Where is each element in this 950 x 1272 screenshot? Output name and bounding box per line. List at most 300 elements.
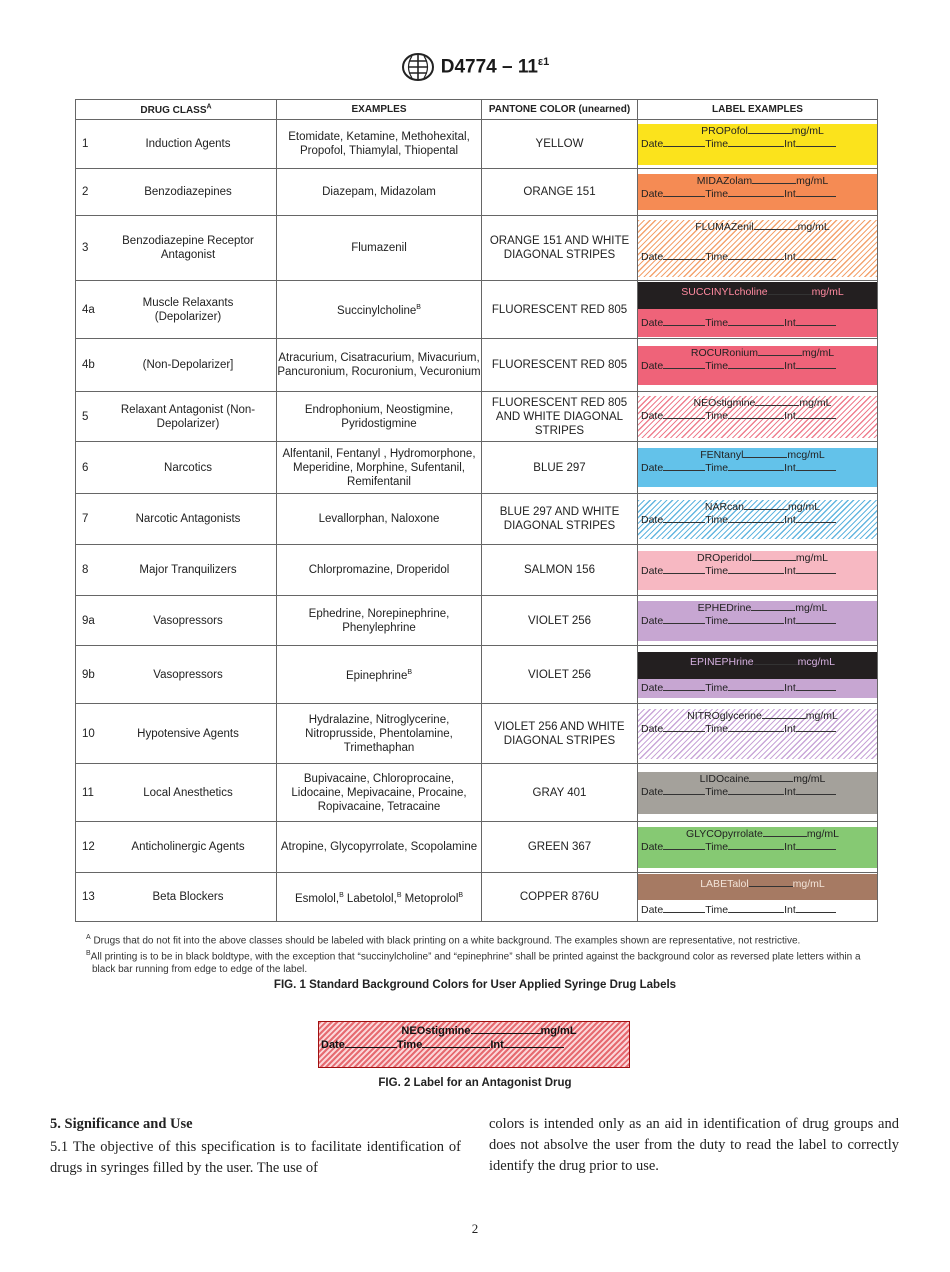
pantone-color-cell: FLUORESCENT RED 805	[482, 339, 638, 392]
section-text-right: colors is intended only as an aid in identification of drug groups and does not absolve the user from the duty to read the label to correctly identify the drug prior to use.	[489, 1116, 899, 1174]
label-drug-name: NARcan	[704, 500, 744, 513]
section-title: 5. Significance and Use	[50, 1116, 193, 1132]
blank-line	[728, 137, 784, 147]
document-header	[0, 52, 950, 82]
label-example-cell	[638, 339, 878, 392]
blank-line	[728, 409, 784, 419]
examples-cell: Atracurium, Cisatracurium, Mivacurium, Pancuronium, Rocuronium, Vecuronium	[277, 339, 482, 392]
label-drug-line	[638, 220, 877, 233]
blank-line	[728, 785, 784, 795]
row-number: 3	[82, 242, 89, 254]
label-drug-name: FLUMAZenil	[695, 220, 754, 233]
label-example-cell	[638, 764, 878, 822]
blank-line	[751, 601, 795, 611]
label-time: Time	[705, 564, 729, 577]
reversed-black-bar	[638, 874, 877, 900]
table-row	[76, 392, 878, 442]
table-row	[76, 596, 878, 646]
examples-cell: Esmolol,$^B$ Labetolol,$^B$ Metoprolol$^B$	[277, 873, 482, 922]
header-pantone: PANTONE COLOR (unearned)	[482, 100, 638, 120]
label-example-cell	[638, 442, 878, 494]
label-drug-line	[638, 396, 877, 409]
label-int: Int	[784, 409, 796, 422]
label-unit: mg/mL	[795, 601, 828, 614]
blank-line	[728, 614, 784, 624]
drug-class-name: Muscle Relaxants (Depolarizer)	[142, 296, 234, 323]
label-drug-line	[638, 772, 877, 785]
label-date-line	[638, 187, 877, 201]
label-example-cell	[638, 120, 878, 169]
label-unit: mg/mL	[788, 500, 821, 513]
examples-cell: Chlorpromazine, Droperidol	[277, 545, 482, 596]
syringe-label	[638, 124, 877, 165]
blank-line	[728, 722, 784, 732]
fig2-antagonist-label	[318, 1021, 630, 1068]
drug-class-cell	[76, 392, 277, 442]
label-date: Date	[641, 785, 664, 798]
row-number: 6	[82, 461, 89, 474]
label-drug-name: ROCURonium	[690, 346, 758, 359]
examples-cell: Endrophonium, Neostigmine, Pyridostigmine	[277, 392, 482, 442]
label-unit: mg/mL	[797, 220, 830, 233]
label-time: Time	[705, 462, 729, 474]
label-example-cell	[638, 822, 878, 873]
drug-class-name: Anticholinergic Agents	[131, 841, 245, 853]
blank-line	[728, 513, 784, 523]
examples-cell: Hydralazine, Nitroglycerine, Nitroprusside, Phentolamine, Trimethaphan	[277, 704, 482, 764]
blank-line	[663, 359, 705, 369]
blank-line	[752, 174, 796, 184]
blank-line	[796, 785, 836, 795]
pantone-color-cell: BLUE 297 AND WHITE DIAGONAL STRIPES	[482, 494, 638, 545]
label-unit: mcg/mL	[787, 449, 825, 461]
blank-line	[663, 840, 705, 850]
drug-class-cell	[76, 339, 277, 392]
label-example-cell	[638, 169, 878, 216]
drug-class-name: Hypotensive Agents	[137, 727, 239, 740]
row-number: 11	[82, 786, 94, 799]
row-number: 10	[82, 727, 95, 740]
blank-line	[728, 359, 784, 369]
label-example-cell	[638, 494, 878, 545]
blank-line	[663, 722, 705, 732]
blank-line	[796, 187, 836, 197]
label-example-cell	[638, 545, 878, 596]
blank-line	[663, 564, 705, 574]
label-date-line	[638, 840, 877, 854]
label-drug-name: LABETalol	[700, 877, 749, 890]
label-unit: mg/mL	[811, 286, 844, 298]
drug-class-cell	[76, 545, 277, 596]
syringe-label	[638, 174, 877, 210]
label-date-line	[638, 614, 877, 628]
pantone-color-cell: BLUE 297	[482, 442, 638, 494]
label-time: Time	[705, 250, 729, 263]
label-int: Int	[784, 137, 796, 150]
label-time: Time	[705, 614, 729, 627]
label-date-line	[638, 722, 877, 736]
syringe-label	[638, 448, 877, 487]
footnote-mark: B	[416, 304, 421, 312]
label-date-line	[638, 681, 836, 695]
label-unit: mg/mL	[806, 827, 839, 840]
reversed-black-bar	[638, 282, 877, 309]
drug-class-cell	[76, 442, 277, 494]
blank-line	[663, 903, 705, 913]
blank-line	[663, 681, 705, 691]
blank-line	[758, 346, 802, 356]
label-drug-name: SUCCINYLcholine	[681, 286, 768, 298]
label-time: Time	[705, 409, 729, 422]
row-number: 4a	[82, 303, 95, 316]
label-unit: mg/mL	[802, 346, 835, 359]
label-drug-name: MIDAZolam	[696, 175, 753, 187]
row-number: 9a	[82, 614, 95, 627]
blank-line	[663, 785, 705, 795]
label-int: Int	[784, 513, 796, 526]
blank-line	[663, 187, 705, 197]
row-number: 5	[82, 410, 89, 423]
label-example-cell	[638, 281, 878, 339]
blank-line	[796, 840, 836, 850]
blank-line	[754, 220, 798, 230]
section-text-left: 5.1 The objective of this specification is to facilitate identification of drugs in syringes filled by the user. The use of	[50, 1139, 461, 1176]
label-date: Date	[641, 137, 664, 150]
label-int: Int	[784, 682, 796, 694]
label-date: Date	[641, 250, 664, 263]
label-int: Int	[784, 462, 796, 474]
examples-cell: Succinylcholine$^B$	[277, 281, 482, 339]
row-number: 13	[82, 891, 95, 903]
label-time: Time	[705, 359, 729, 372]
blank-line	[663, 137, 705, 147]
fig1-caption: FIG. 1 Standard Background Colors for User Applied Syringe Drug Labels	[273, 979, 677, 991]
blank-line	[728, 903, 784, 913]
label-drug-name: FENtanyl	[700, 449, 744, 461]
label-int: Int	[784, 840, 796, 853]
table-row	[76, 822, 878, 873]
label-drug-name: PROPofol	[701, 124, 748, 137]
label-example-cell	[638, 873, 878, 922]
blank-line	[763, 827, 807, 837]
footnote-a: $^A$ Drugs that do not fit into the above classes should be labeled with black printing on a white background. The examples shown are representative, not restrictive.	[86, 934, 801, 947]
blank-line	[748, 124, 792, 134]
label-time: Time	[705, 785, 729, 798]
label-example-cell	[638, 704, 878, 764]
label-time: Time	[705, 513, 729, 526]
drug-class-cell	[76, 764, 277, 822]
label-date: Date	[641, 188, 664, 200]
examples-cell: Diazepam, Midazolam	[277, 169, 482, 216]
row-number: 1	[82, 138, 89, 150]
label-unit: mg/mL	[805, 709, 838, 722]
drug-class-name: Narcotics	[164, 461, 212, 474]
drug-class-cell	[76, 216, 277, 281]
label-time: Time	[705, 682, 729, 694]
label-drug-name: EPHEDrine	[697, 601, 752, 614]
header-drug-class: DRUG $CLASS^A$	[76, 100, 277, 120]
examples-cell: Flumazenil	[277, 216, 482, 281]
pantone-color-cell: FLUORESCENT RED 805 AND WHITE DIAGONAL STRIPES	[482, 392, 638, 442]
row-number: 7	[82, 513, 89, 525]
label-color-band	[638, 309, 877, 337]
label-time: Time	[705, 188, 729, 200]
blank-line	[796, 461, 836, 471]
header-label-examples: LABEL EXAMPLES	[638, 100, 878, 120]
row-number: 9b	[82, 668, 95, 681]
blank-line	[796, 903, 836, 913]
label-example-cell	[638, 646, 878, 704]
label-date-line	[638, 250, 877, 264]
row-number: 8	[82, 564, 89, 576]
fig2-drug-line: NEOstigmine mg/mL	[401, 1025, 577, 1037]
drug-class-name: Narcotic Antagonists	[135, 513, 241, 525]
label-unit: mcg/mL	[797, 655, 835, 668]
syringe-label	[638, 709, 877, 759]
label-drug-line	[638, 551, 877, 564]
label-date-line	[638, 359, 877, 373]
drug-class-name: (Non-Depolarizer]	[142, 359, 234, 371]
footnote-mark: B	[458, 891, 464, 899]
table-row	[76, 494, 878, 545]
blank-line	[749, 877, 793, 887]
syringe-label	[638, 601, 877, 641]
drug-class-name: Induction Agents	[145, 138, 231, 150]
pantone-color-cell: VIOLET 256 AND WHITE DIAGONAL STRIPES	[482, 704, 638, 764]
footnote-mark: B	[339, 891, 344, 899]
drug-class-cell	[76, 822, 277, 873]
label-time: Time	[705, 722, 729, 735]
blank-line	[796, 564, 836, 574]
drug-color-table	[75, 99, 878, 922]
label-time: Time	[705, 137, 729, 150]
drug-class-name: Vasopressors	[153, 614, 223, 627]
label-drug-line	[638, 874, 877, 890]
label-drug-line	[638, 827, 877, 840]
table-row	[76, 873, 878, 922]
label-int: Int	[784, 359, 796, 372]
blank-line	[728, 564, 784, 574]
blank-line	[796, 316, 836, 326]
table-row	[76, 545, 878, 596]
pantone-color-cell: ORANGE 151 AND WHITE DIAGONAL STRIPES	[482, 216, 638, 281]
label-color-band	[638, 900, 877, 921]
page-number: 2	[471, 1221, 479, 1236]
label-example-cell	[638, 392, 878, 442]
label-drug-line	[638, 346, 877, 359]
label-int: Int	[784, 904, 796, 916]
blank-line	[743, 448, 787, 458]
blank-line	[728, 681, 784, 691]
drug-class-cell	[76, 873, 277, 922]
label-unit: mg/mL	[796, 175, 829, 187]
blank-line	[728, 187, 784, 197]
blank-line	[754, 655, 798, 665]
label-date: Date	[641, 359, 664, 372]
blank-line	[663, 513, 705, 523]
label-int: Int	[784, 614, 796, 627]
label-drug-line	[638, 500, 877, 513]
blank-line	[796, 513, 836, 523]
pantone-color-cell: YELLOW	[482, 120, 638, 169]
label-time: Time	[705, 904, 729, 916]
standard-designation: $D4774 - 11^{\varepsilon 1}$	[440, 55, 550, 78]
label-example-cell	[638, 596, 878, 646]
label-drug-line	[638, 601, 877, 614]
drug-class-name: Local Anesthetics	[143, 786, 233, 799]
blank-line	[728, 840, 784, 850]
drug-class-cell	[76, 169, 277, 216]
pantone-color-cell: GREEN 367	[482, 822, 638, 873]
label-int: Int	[784, 250, 796, 263]
table-row	[76, 216, 878, 281]
label-drug-name: DROperidol	[697, 551, 752, 564]
table-row	[76, 442, 878, 494]
row-number: 4b	[82, 359, 95, 371]
drug-class-name: Relaxant Antagonist (Non-Depolarizer)	[120, 403, 256, 430]
label-example-cell	[638, 216, 878, 281]
table-row	[76, 646, 878, 704]
label-date: Date	[641, 564, 664, 577]
blank-line	[796, 250, 836, 260]
blank-line	[796, 681, 836, 691]
drug-class-cell	[76, 646, 277, 704]
label-drug-line	[638, 709, 877, 722]
syringe-label	[638, 500, 877, 539]
label-spacer	[638, 233, 877, 250]
drug-class-name: Benzodiazepines	[144, 186, 232, 198]
label-drug-name: NITROglycerine	[687, 709, 762, 722]
label-date: Date	[641, 614, 664, 627]
blank-line	[663, 250, 705, 260]
label-int: Int	[784, 785, 796, 798]
reversed-black-bar	[638, 652, 877, 679]
syringe-label	[638, 346, 877, 385]
label-time: Time	[705, 840, 729, 853]
blank-line	[749, 772, 793, 782]
label-drug-line	[638, 448, 877, 461]
label-drug-name: GLYCOpyrrolate	[686, 827, 763, 840]
table-row	[76, 704, 878, 764]
blank-line	[728, 316, 784, 326]
drug-class-cell	[76, 704, 277, 764]
syringe-label	[638, 551, 877, 590]
label-date-line	[638, 461, 877, 475]
blank-line	[752, 551, 796, 561]
blank-line	[663, 461, 705, 471]
blank-line	[762, 709, 806, 719]
drug-class-cell	[76, 281, 277, 339]
label-date-line	[638, 903, 836, 917]
drug-class-cell	[76, 596, 277, 646]
label-color-band	[638, 679, 877, 698]
label-drug-line	[638, 124, 877, 137]
label-date-line	[638, 564, 877, 578]
label-date: Date	[641, 317, 664, 329]
pantone-color-cell: SALMON 156	[482, 545, 638, 596]
examples-cell: Epinephrine$^B$	[277, 646, 482, 704]
examples-cell: Etomidate, Ketamine, Methohexital, Propofol, Thiamylal, Thiopental	[277, 120, 482, 169]
blank-line	[796, 137, 836, 147]
blank-line	[663, 614, 705, 624]
table-header-row	[76, 100, 878, 120]
table-row	[76, 764, 878, 822]
label-date-line	[638, 316, 836, 330]
examples-cell: Alfentanil, Fentanyl , Hydromorphone, Meperidine, Morphine, Sufentanil, Remifentanil	[277, 442, 482, 494]
fig2-caption: FIG. 2 Label for an Antagonist Drug	[378, 1077, 572, 1089]
label-date: Date	[641, 722, 664, 735]
blank-line	[768, 285, 812, 295]
label-unit: mg/mL	[793, 772, 826, 785]
syringe-label	[638, 396, 877, 438]
label-drug-name: EPINEPHrine	[690, 655, 754, 668]
syringe-label	[638, 772, 877, 814]
label-time: Time	[705, 317, 729, 329]
table-row	[76, 339, 878, 392]
label-date: Date	[641, 462, 664, 474]
blank-line	[796, 614, 836, 624]
blank-line	[796, 359, 836, 369]
label-int: Int	[784, 317, 796, 329]
label-unit: mg/mL	[792, 877, 825, 890]
table-footnotes	[86, 932, 866, 976]
examples-cell: Bupivacaine, Chloroprocaine, Lidocaine, Mepivacaine, Procaine, Ropivacaine, Tetracaine	[277, 764, 482, 822]
label-date: Date	[641, 409, 664, 422]
label-unit: mg/mL	[799, 396, 832, 409]
blank-line	[796, 409, 836, 419]
blank-line	[663, 316, 705, 326]
label-date: Date	[641, 840, 664, 853]
label-int: Int	[784, 722, 796, 735]
blank-line	[728, 461, 784, 471]
row-number: 12	[82, 841, 95, 853]
label-date: Date	[641, 682, 664, 694]
drug-class-name: Benzodiazepine Receptor Antagonist	[122, 235, 254, 261]
footnote-mark: B	[407, 669, 413, 677]
table-row	[76, 169, 878, 216]
label-drug-name: LIDOcaine	[699, 772, 750, 785]
footnote-mark: B	[396, 891, 402, 899]
drug-class-name: Major Tranquilizers	[139, 564, 237, 576]
astm-logo-icon	[401, 52, 435, 82]
label-date-line	[638, 513, 877, 527]
pantone-color-cell: FLUORESCENT RED 805	[482, 281, 638, 339]
footnote-b: $^B$All printing is to be in black boldtype, with the exception that “succinylcholine” and “epinephrine” shall be printed against the background color as reversed plate letters within a black bar running from edge to edge of the label.	[86, 949, 861, 975]
pantone-color-cell: COPPER 876U	[482, 873, 638, 922]
label-int: Int	[784, 564, 796, 577]
blank-line	[744, 500, 788, 510]
pantone-color-cell: VIOLET 256	[482, 596, 638, 646]
pantone-color-cell: GRAY 401	[482, 764, 638, 822]
label-drug-line	[638, 174, 877, 187]
blank-line	[796, 722, 836, 732]
examples-cell: Levallorphan, Naloxone	[277, 494, 482, 545]
label-date-line	[638, 409, 877, 423]
syringe-label	[638, 282, 877, 337]
syringe-label	[638, 874, 877, 921]
drug-class-name: Beta Blockers	[152, 891, 224, 903]
row-number: 2	[82, 186, 89, 198]
drug-class-cell	[76, 494, 277, 545]
table-row	[76, 120, 878, 169]
label-drug-line	[638, 282, 877, 298]
fig2-date-line: Date Time Int	[319, 1038, 629, 1052]
label-int: Int	[784, 188, 796, 200]
label-drug-line	[638, 652, 877, 668]
examples-cell: Atropine, Glycopyrrolate, Scopolamine	[277, 822, 482, 873]
label-unit: mg/mL	[791, 124, 824, 137]
label-date-line	[638, 137, 877, 151]
